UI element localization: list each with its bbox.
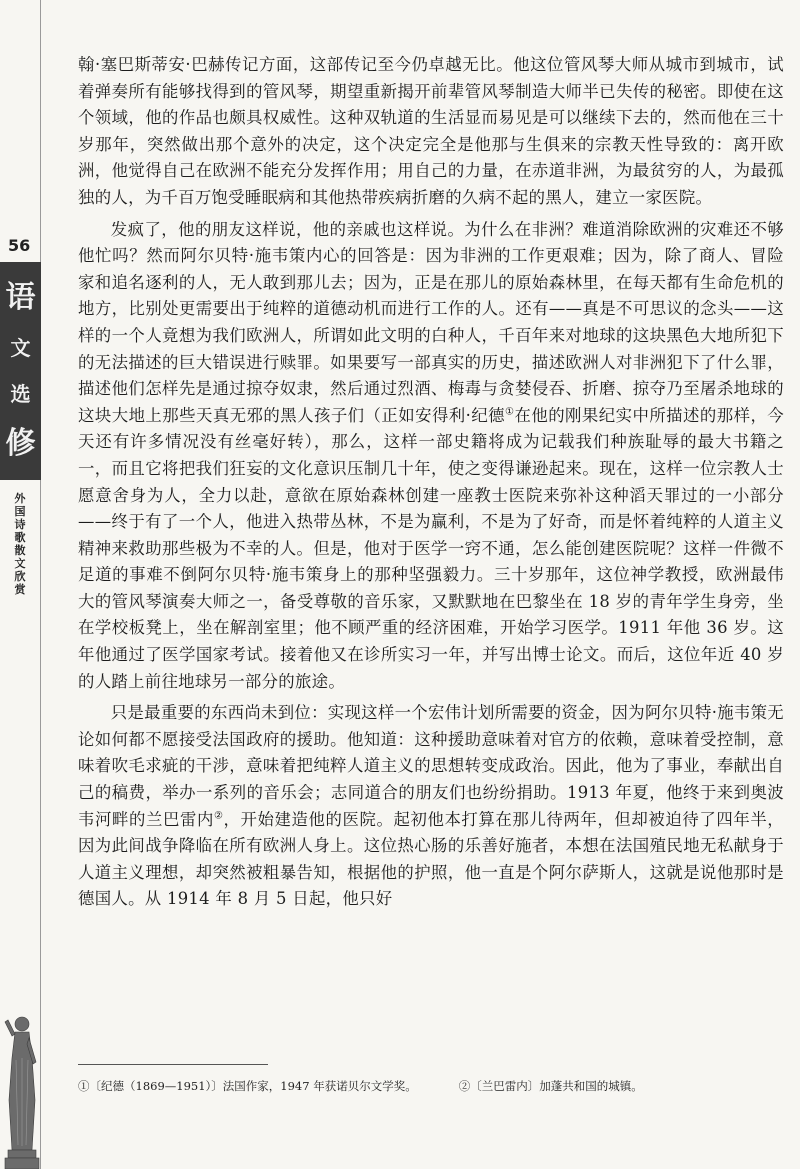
- side-tab-char: 修: [5, 426, 36, 462]
- footnote: ①〔纪德（1869—1951）〕法国作家，1947 年获诺贝尔文学奖。: [78, 1079, 417, 1093]
- footnote-divider: [78, 1064, 268, 1065]
- side-tab-char: 选: [10, 381, 31, 406]
- paragraph: [78, 217, 784, 696]
- book-subtitle: 外国诗歌散文欣赏: [14, 492, 26, 596]
- paragraph-text: 发疯了，他的朋友这样说，他的亲戚也这样说。为什么在非洲？难道消除欧洲的灾难还不够他忙吗？然而阿尔贝特·施韦策内心的回答是：因为非洲的工作更艰难；因为，除了商人、冒险家和追名逐利的人，无人敢到那儿去；因为，正是在那儿的原始森林里，在每天都有生命危机的地方，比别处更需要出于纯粹的道德动机而进行工作的人。还有——真是不可思议的念头——这样的一个人竟想为我们欧洲人，所谓如此文明的白种人，千百年来对地球的这块黑色大地所犯下的无法描述的巨大错误进行赎罪。如果要写一部真实的历史，描述欧洲人对非洲犯下了什么罪，描述他们怎样先是通过掠夺奴隶，然后通过烈酒、梅毒与贪婪侵吞、折磨、掠夺乃至屠杀地球的这块大地上那些天真无邪的黑人孩子们（正如安得利·纪德: [78, 219, 784, 425]
- footnotes: [78, 1078, 778, 1094]
- paragraph: [78, 700, 784, 913]
- page-number: 56: [8, 236, 31, 255]
- footnote: ②〔兰巴雷内〕加蓬共和国的城镇。: [458, 1079, 643, 1093]
- paragraph-text: 只是最重要的东西尚未到位：实现这样一个宏伟计划所需要的资金，因为阿尔贝特·施韦策无论如何都不愿接受法国政府的援助。他知道：这种援助意味着对官方的依赖，意味着受控制，意味着吹毛求疵的干涉，意味着把纯粹人道主义的思想转变成政治。因此，他为了事业，奉献出自己的稿费，举办一系列的音乐会；志同道合的朋友们也纷纷捐助。1913 年夏，他终于来到奥波韦河畔的兰巴雷内: [78, 703, 784, 829]
- paragraph-text: 在他的刚果纪实中所描述的那样，今天还有许多情况没有丝毫好转），那么，这样一部史籍将成为记载我们种族耻辱的最大书籍之一，而且它将把我们狂妄的文化意识压制几十年，使之变得谦逊起来。现在，这样一位宗教人士愿意舍身为人，全力以赴，意欲在原始森林创建一座教士医院来弥补这种滔天罪过的一小部分——终于有了一个人，他进入热带丛林，不是为赢利，不是为了好奇，而是怀着纯粹的人道主义精神来救助那些极为不幸的人。但是，他对于医学一窍不通，怎么能创建医院呢？这样一件微不足道的事难不倒阿尔贝特·施韦策身上的那种坚强毅力。三十岁那年，这位神学教授，欧洲最伟大的管风琴演奏大师之一，备受尊敬的音乐家，又默默地在巴黎坐在 18 岁的青年学生身旁，坐在学校板凳上，坐在解剖室里；他不顾严重的经济困难，开始学习医学。1911 年他 36 岁。这年他通过了医学国家考试。接着他又在诊所实习一年，并写出博士论文。而后，这位年近 40 岁的人踏上前往地球另一部分的旅途。: [78, 405, 784, 691]
- footnote-marker: ②: [213, 810, 224, 822]
- side-tab-char: 语: [5, 279, 36, 315]
- side-tab-char: 文: [10, 336, 31, 361]
- page-margin-rule: [40, 0, 41, 1169]
- paragraph: 翰·塞巴斯蒂安·巴赫传记方面，这部传记至今仍卓越无比。他这位管风琴大师从城市到城市，试着弹奏所有能够找得到的管风琴，期望重新揭开前辈管风琴制造大师半已失传的秘密。即使在这个领域，他的作品也颇具权威性。这种双轨道的生活显而易见是可以继续下去的，然而他在三十岁那年，突然做出那个意外的决定，这个决定完全是他那与生俱来的宗教天性导致的：离开欧洲，他觉得自己在欧洲不能充分发挥作用；用自己的力量，在赤道非洲，为最贫穷的人，为最孤独的人，为千百万饱受睡眠病和其他热带疾病折磨的久病不起的黑人，建立一家医院。: [78, 55, 784, 207]
- body-text: [78, 52, 784, 918]
- footnote-marker: ①: [505, 406, 515, 418]
- paragraph-text: ，开始建造他的医院。起初他本打算在那儿待两年，但却被迫待了四年半，因为此间战争降临在所有欧洲人身上。这位热心肠的乐善好施者，本想在法国殖民地无私献身于人道主义理想，却突然被粗暴告知，根据他的护照，他一直是个阿尔萨斯人，这就是说他那时是德国人。从 1914 年 8 月 5 日起，他只好: [78, 809, 785, 909]
- statue-illustration: [2, 1010, 42, 1169]
- side-tab: [0, 262, 41, 480]
